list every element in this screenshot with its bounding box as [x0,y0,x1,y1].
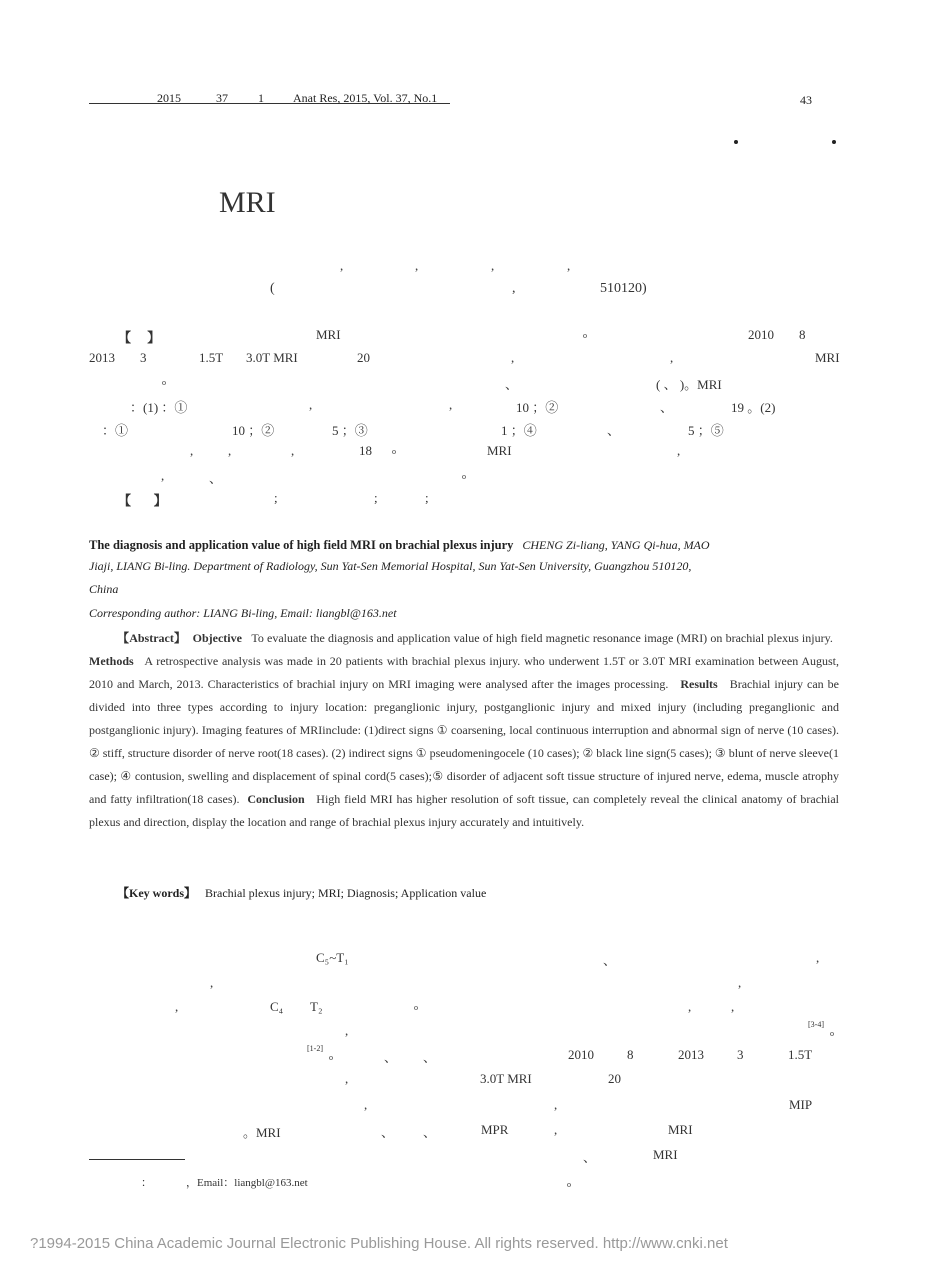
cn-period: o [462,472,466,481]
en-title: The diagnosis and application value of high field MRI on brachial plexus injury [89,538,514,552]
cn-fragment: 20 [357,350,370,365]
cn-separator: , [670,350,674,365]
author-separator: , [491,258,495,273]
cn-separator: 、 [505,377,519,392]
cn-fragment: 8 [799,327,806,342]
abstract-paragraph [89,627,839,834]
header-year: 2015 [157,91,181,105]
cn-fragment: 3.0T MRI [246,350,298,365]
header-volume: 37 [216,91,228,105]
cn-separator: , [511,350,515,365]
author-separator: , [340,258,344,273]
affiliation-comma: , [512,281,516,296]
body-fragment: 20 [608,1071,621,1086]
cn-fragment: 5 ；⑤ [688,423,724,438]
cn-fragment: MRI [316,327,341,342]
cn-separator: 、 [607,423,621,438]
cn-fragment: 1.5T [199,350,224,365]
cn-separator: 、 [209,471,223,486]
cn-separator: , [190,443,194,458]
author-separator: , [415,258,419,273]
abstract-label: 【Abstract】 [117,631,187,645]
body-separator: 、 [603,953,617,968]
body-period: o [414,1003,418,1012]
results-text: Brachial injury can be divided into three types according to injury location: preganglionic injury, postganglionic injury and mixed injury (including preganglionic and postganglionic injury). Imaging features of MRIinclude: (1)direct signs ① coarsening, local continuous interruption and abnormal sign of nerve (10 cases). ② stiff, structure disorder of nerve root(18 cases). (2) indirect signs ① pseudomeningocele (10 cases); ② black line sign(5 cases); ③ blunt of nerve sleeve(1 case); ④ contusion, swelling and displacement of spinal cord(5 cases);⑤ disorder of adjacent soft tissue structure of injured nerve, edema, muscle atrophy and fatty infiltration(18 cases). [89,677,839,806]
body-separator: , [731,999,735,1014]
body-separator: , [210,975,214,990]
body-separator: , [816,950,820,965]
cn-keywords-bracket: 【 】 [118,493,167,508]
citation-ref: [3-4] [808,1020,824,1029]
cn-fragment: 19 。(2) [731,400,776,415]
cn-separator: ; [425,490,429,505]
cn-fragment: 2013 [89,350,115,365]
header-issue: 1 [258,91,264,105]
cn-fragment: 1 ；④ [501,423,537,438]
affiliation-open-paren: ( [270,281,275,296]
body-separator: , [554,1097,558,1112]
body-separator: , [175,999,179,1014]
cn-period: o [392,447,396,456]
body-fragment: MPR [481,1122,509,1137]
header-dot [832,140,836,144]
keywords-line [117,884,486,901]
cn-separator: , [309,397,313,412]
body-fragment: T₂ [310,999,323,1014]
body-separator: , [364,1097,368,1112]
body-separator: , [738,975,742,990]
body-separator: , [554,1122,558,1137]
objective-text: To evaluate the diagnosis and application value of high field magnetic resonance image (MRI) on brachial plexus injury. [251,631,833,645]
cn-fragment: 18 [359,443,372,458]
cn-separator: , [291,443,295,458]
body-fragment: MIP [789,1097,813,1112]
copyright-line: ?1994-2015 China Academic Journal Electronic Publishing House. All rights reserved. http://www.cnki.net [30,1235,728,1252]
body-period: o [329,1053,333,1062]
body-fragment: MRI [668,1122,693,1137]
keywords-label: 【Key words】 [117,886,196,900]
page-number: 43 [800,93,812,107]
methods-text: A retrospective analysis was made in 20 patients with brachial plexus injury. who underwent 1.5T or 3.0T MRI examination between August, 2010 and March, 2013. Characteristics of brachial injury on MRI imaging were analysed after the images processing. [89,654,839,691]
cn-abstract-bracket: 【 】 [118,330,161,345]
body-fragment: 2010 [568,1047,594,1062]
conclusion-text: High field MRI has higher resolution of soft tissue, can completely reveal the clinical anatomy of brachial plexus and direction, display the location and range of brachial plexus injury accurately and intuitively. [89,792,840,829]
body-fragment: 3 [737,1047,744,1062]
en-affiliation-country: China [89,582,119,596]
cn-period: o [583,331,587,340]
methods-label: Methods [89,654,134,668]
results-label: Results [680,677,718,691]
keywords-text: Brachial plexus injury; MRI; Diagnosis; Application value [205,886,487,900]
corresponding-author: Corresponding author: LIANG Bi-ling, Email: liangbl@163.net [89,606,397,620]
en-affiliation: Jiaji, LIANG Bi-ling. Department of Radiology, Sun Yat-Sen Memorial Hospital, Sun Yat-Sen University, Guangzhou 510120, [89,559,692,573]
header-dot [734,140,738,144]
body-separator: , [345,1023,349,1038]
en-title-block [89,535,839,556]
body-fragment: 8 [627,1047,634,1062]
body-separator: 、 [583,1150,597,1165]
body-separator: 、 [384,1050,398,1065]
cn-fragment: ：① [102,423,129,438]
body-fragment: 。MRI [243,1125,281,1140]
cn-separator: ; [374,490,378,505]
conclusion-label: Conclusion [247,792,305,806]
footnote-rule [89,1159,185,1160]
cn-period: o [162,378,166,387]
footnote-email: ，Email：liangbl@163.net [186,1177,308,1189]
footnote-colon: ： [141,1177,152,1189]
cn-fragment: 2010 [748,327,774,342]
cn-fragment: ：(1) ：① [130,400,188,415]
cn-fragment: 3 [140,350,147,365]
cn-separator: , [161,468,165,483]
page-title: MRI [219,186,276,219]
cn-separator: ; [274,490,278,505]
cn-separator: , [677,443,681,458]
body-separator: , [345,1071,349,1086]
citation-ref: [1-2] [307,1044,323,1053]
body-fragment: 1.5T [788,1047,813,1062]
cn-separator: , [449,397,453,412]
body-separator: 、 [423,1125,437,1140]
cn-separator: 、 [660,400,674,415]
author-separator: , [567,258,571,273]
body-fragment: 2013 [678,1047,704,1062]
cn-fragment: 10 ；② [516,400,559,415]
cn-fragment: MRI [487,443,512,458]
body-separator: 、 [423,1050,437,1065]
objective-label: Objective [192,631,242,645]
header-citation: Anat Res, 2015, Vol. 37, No.1 [293,91,438,105]
cn-fragment: 10 ；② [232,423,275,438]
body-separator: 、 [381,1125,395,1140]
cn-fragment: MRI [815,350,840,365]
body-period: o [567,1180,571,1189]
body-fragment: 3.0T MRI [480,1071,532,1086]
body-fragment: C₄ [270,999,284,1014]
en-authors: CHENG Zi-liang, YANG Qi-hua, MAO [522,538,710,552]
body-period: o [830,1029,834,1038]
body-fragment: MRI [653,1147,678,1162]
cn-separator: , [228,443,232,458]
affiliation-postcode: 510120) [600,281,647,296]
body-separator: , [688,999,692,1014]
body-fragment: C₅~T₁ [316,950,349,965]
cn-fragment: ( 、 )。MRI [656,377,722,392]
cn-fragment: 5 ；③ [332,423,368,438]
